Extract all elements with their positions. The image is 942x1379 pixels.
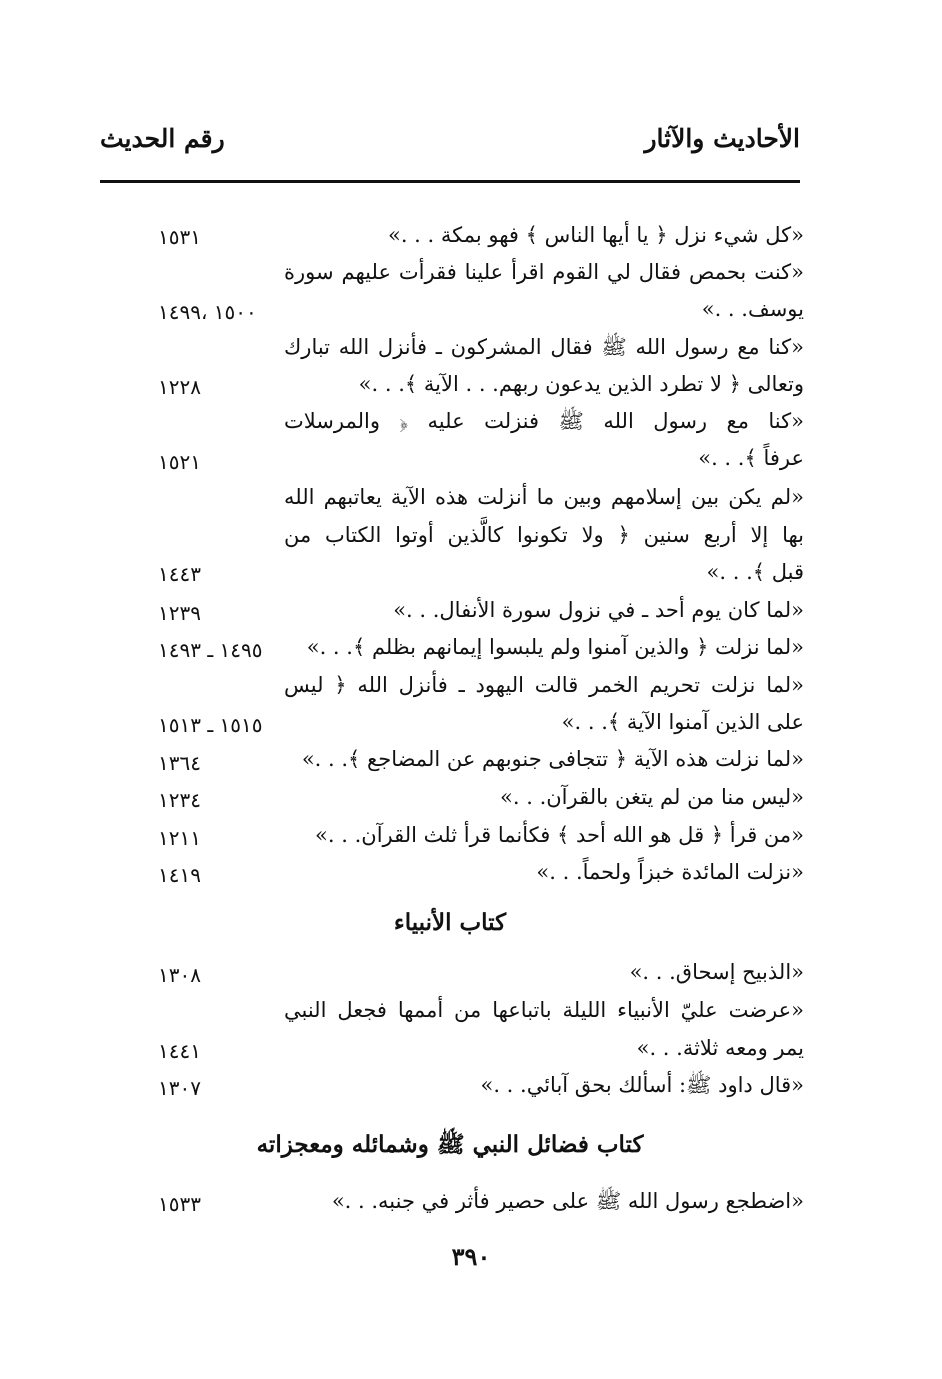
hadith-number: ١٥٣١ [158, 225, 201, 249]
entry-text: «اضطجع رسول الله ﷺ على حصير فأثر في جنبه. . .» [331, 1189, 804, 1213]
running-header-title: الأحاديث والآثار [644, 124, 800, 153]
entry-text: «كنت بحمص فقال لي القوم اقرأ علينا فقرأت عليهم سورة [284, 260, 804, 284]
hadith-number: ١٤٤١ [158, 1039, 201, 1063]
entry-text: على الذين آمنوا الآية ﴾. . .» [561, 710, 804, 734]
hadith-number: ١٣٦٤ [158, 751, 201, 775]
entry-text: «لما نزلت تحريم الخمر قالت اليهود ـ فأنزل الله ﴿ ليس [284, 673, 804, 697]
entry-text: «قال داود ﷺ: أسألك بحق آبائي. . .» [480, 1073, 804, 1097]
entry-text: «عرضت عليّ الأنبياء الليلة باتباعها من أممها فجعل النبي [284, 998, 804, 1022]
header-rule [100, 180, 800, 183]
hadith-number: ١٥٠٠ ،١٤٩٩ [158, 300, 257, 324]
page-number: ٣٩٠ [451, 1242, 491, 1271]
entry-text: «ليس منا من لم يتغن بالقرآن. . .» [500, 785, 804, 809]
entry-text: «لم يكن بين إسلامهم وبين ما أنزلت هذه الآية يعاتبهم الله [284, 485, 804, 509]
hadith-number: ١٢٣٩ [158, 601, 201, 625]
section-heading: كتاب فضائل النبي ﷺ وشمائله ومعجزاته [256, 1131, 644, 1158]
entry-text: يمر ومعه ثلاثة. . .» [636, 1036, 804, 1060]
entry-text: عرفاً ﴾. . .» [698, 446, 804, 470]
hadith-number: ١٤٩٥ ـ ١٤٩٣ [158, 638, 263, 662]
section-heading: كتاب الأنبياء [393, 909, 507, 936]
entry-text: وتعالى ﴿ لا تطرد الذين يدعون ربهم. . . الآية ﴾. . .» [358, 372, 804, 396]
entry-text: «كنا مع رسول الله ﷺ فقال المشركون ـ فأنزل الله تبارك [284, 335, 804, 359]
entry-text: «لما نزلت ﴿ والذين آمنوا ولم يلبسوا إيمانهم بظلم ﴾. . .» [306, 635, 804, 659]
hadith-number: ١٣٠٨ [158, 963, 201, 987]
entry-text: «من قرأ ﴿ قل هو الله أحد ﴾ فكأنما قرأ ثلث القرآن. . .» [315, 823, 804, 847]
hadith-number: ١٤١٩ [158, 863, 201, 887]
entry-text: قبل ﴾. . .» [706, 560, 804, 584]
entry-text: «لما كان يوم أحد ـ في نزول سورة الأنفال. . .» [393, 598, 804, 622]
hadith-number: ١٥٣٣ [158, 1192, 201, 1216]
entry-text: «كنا مع رسول الله ﷺ فنزلت عليه ﴿ والمرسلات [284, 409, 804, 433]
entry-text: يوسف. . .» [701, 297, 804, 321]
hadith-number: ١٣٠٧ [158, 1076, 201, 1100]
hadith-number: ١٢١١ [158, 826, 201, 850]
entry-text: «نزلت المائدة خبزاً ولحماً. . .» [536, 860, 804, 884]
hadith-number: ١٢٣٤ [158, 788, 201, 812]
hadith-number: ١٥١٥ ـ ١٥١٣ [158, 713, 263, 737]
hadith-number: ١٢٢٨ [158, 375, 201, 399]
entry-text: «الذبيح إسحاق. . .» [629, 960, 804, 984]
number-column-heading: رقم الحديث [100, 124, 225, 153]
hadith-number: ١٤٤٣ [158, 562, 201, 586]
entry-text: «لما نزلت هذه الآية ﴿ تتجافى جنوبهم عن المضاجع ﴾. . .» [301, 747, 804, 771]
entry-text: «كل شيء نزل ﴿ يا أيها الناس ﴾ فهو بمكة . . .» [387, 223, 804, 247]
hadith-number: ١٥٢١ [158, 450, 201, 474]
entry-text: بها إلا أربع سنين ﴿ ولا تكونوا كالَّذين أوتوا الكتاب من [284, 523, 804, 547]
